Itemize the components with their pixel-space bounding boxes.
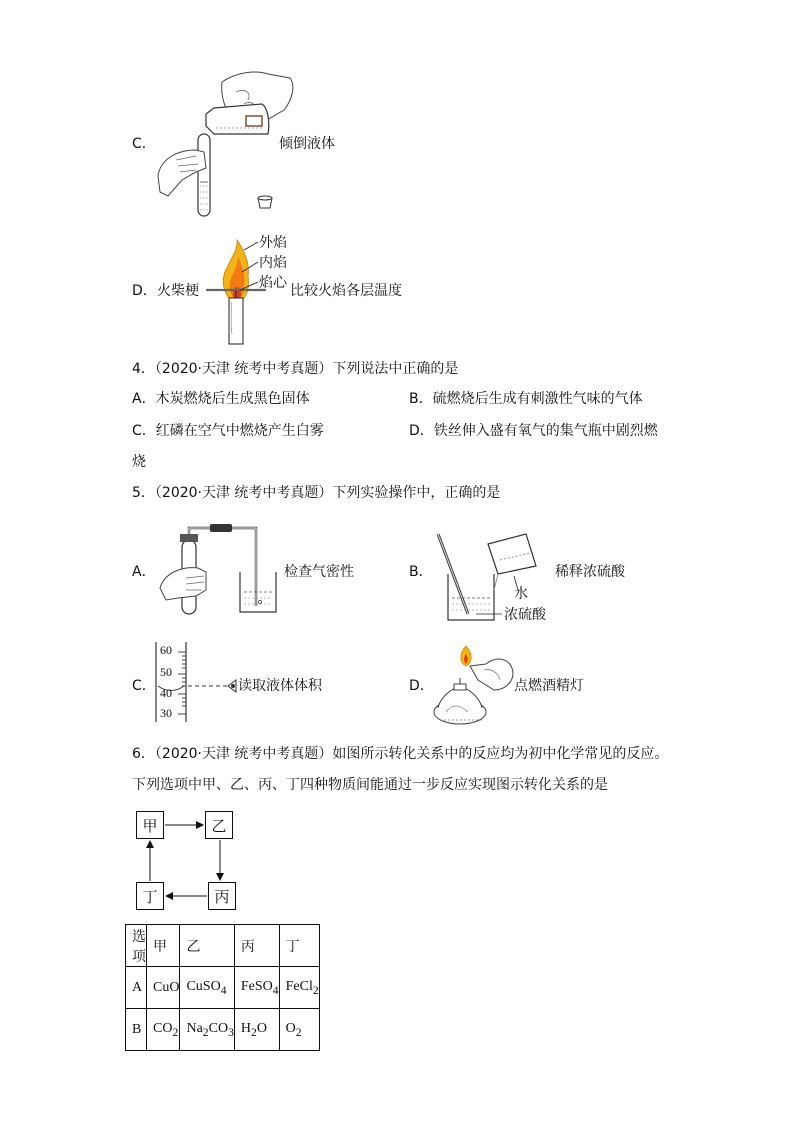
- table-row: [126, 967, 320, 1009]
- option-label: C．: [132, 136, 156, 152]
- header-yi: 乙: [180, 925, 234, 967]
- header-option: 选项: [126, 925, 147, 967]
- tick-40: 40: [160, 686, 172, 700]
- node-ding: 丁: [136, 882, 164, 910]
- question-stem: 4．（2020·天津 统考中考真题）下列说法中正确的是: [132, 361, 459, 377]
- option-a: A．木炭燃烧后生成黑色固体: [132, 391, 310, 407]
- question-stem-line1: 6．（2020·天津 统考中考真题）如图所示转化关系中的反应均为初中化学常见的反应。: [132, 746, 669, 762]
- option-a-label: A．: [132, 564, 156, 580]
- header-ding: 丁: [279, 925, 319, 967]
- option-a-caption: 检查气密性: [284, 564, 354, 580]
- tick-50: 50: [160, 665, 172, 679]
- header-jia: 甲: [147, 925, 180, 967]
- cell-yi: CuSO$_4$: [180, 967, 234, 1009]
- option-b-label: B．: [409, 564, 433, 580]
- matchstick-label: 火柴梗: [157, 283, 199, 299]
- option-c-caption: 读取液体体积: [238, 678, 322, 694]
- table-header-row: [126, 925, 320, 967]
- cell-yi: $Na_2CO_3$: [180, 1009, 234, 1051]
- cell-jia: $CO_2$: [147, 1009, 180, 1051]
- cell-ding: $O_2$: [279, 1009, 319, 1051]
- header-bing: 丙: [234, 925, 279, 967]
- option-d-wrap: 烧: [132, 454, 146, 470]
- option-c: C．红磷在空气中燃烧产生白雾: [132, 423, 324, 439]
- node-yi: 乙: [205, 811, 233, 839]
- option-d-caption: 点燃酒精灯: [514, 678, 584, 694]
- node-bing: 丙: [208, 882, 236, 910]
- row-option: A: [126, 967, 147, 1009]
- option-c-label: C．: [132, 678, 156, 694]
- flame-outer-label: 外焰: [259, 235, 287, 251]
- question-stem-line2: 下列选项中甲、乙、丙、丁四种物质间能通过一步反应实现图示转化关系的是: [132, 777, 608, 793]
- option-d-label: D．: [409, 678, 434, 694]
- acid-label: 浓硫酸: [504, 607, 546, 623]
- flame-inner-label: 内焰: [259, 255, 287, 271]
- question-stem: 5．（2020·天津 统考中考真题）下列实验操作中，正确的是: [132, 485, 501, 501]
- flame-core-label: 焰心: [259, 275, 287, 291]
- option-d: D．铁丝伸入盛有氧气的集气瓶中剧烈燃: [409, 423, 658, 439]
- tick-30: 30: [160, 706, 172, 720]
- q3-d-caption: 比较火焰各层温度: [290, 283, 402, 299]
- options-table: [125, 924, 320, 1051]
- table-row: [126, 1009, 320, 1051]
- cell-bing: $H_2O$: [234, 1009, 279, 1051]
- cell-bing: FeSO$_4$: [234, 967, 279, 1009]
- node-jia: 甲: [136, 811, 164, 839]
- option-b: B．硫燃烧后生成有刺激性气味的气体: [409, 391, 643, 407]
- q3-c-caption: 倾倒液体: [279, 136, 335, 152]
- cell-jia: CuO: [147, 967, 180, 1009]
- option-b-caption: 稀释浓硫酸: [555, 564, 625, 580]
- tick-60: 60: [160, 643, 172, 657]
- row-option: B: [126, 1009, 147, 1051]
- cell-ding: FeCl$_2$: [279, 967, 319, 1009]
- water-label: 水: [514, 586, 528, 602]
- option-label: D．: [132, 283, 157, 299]
